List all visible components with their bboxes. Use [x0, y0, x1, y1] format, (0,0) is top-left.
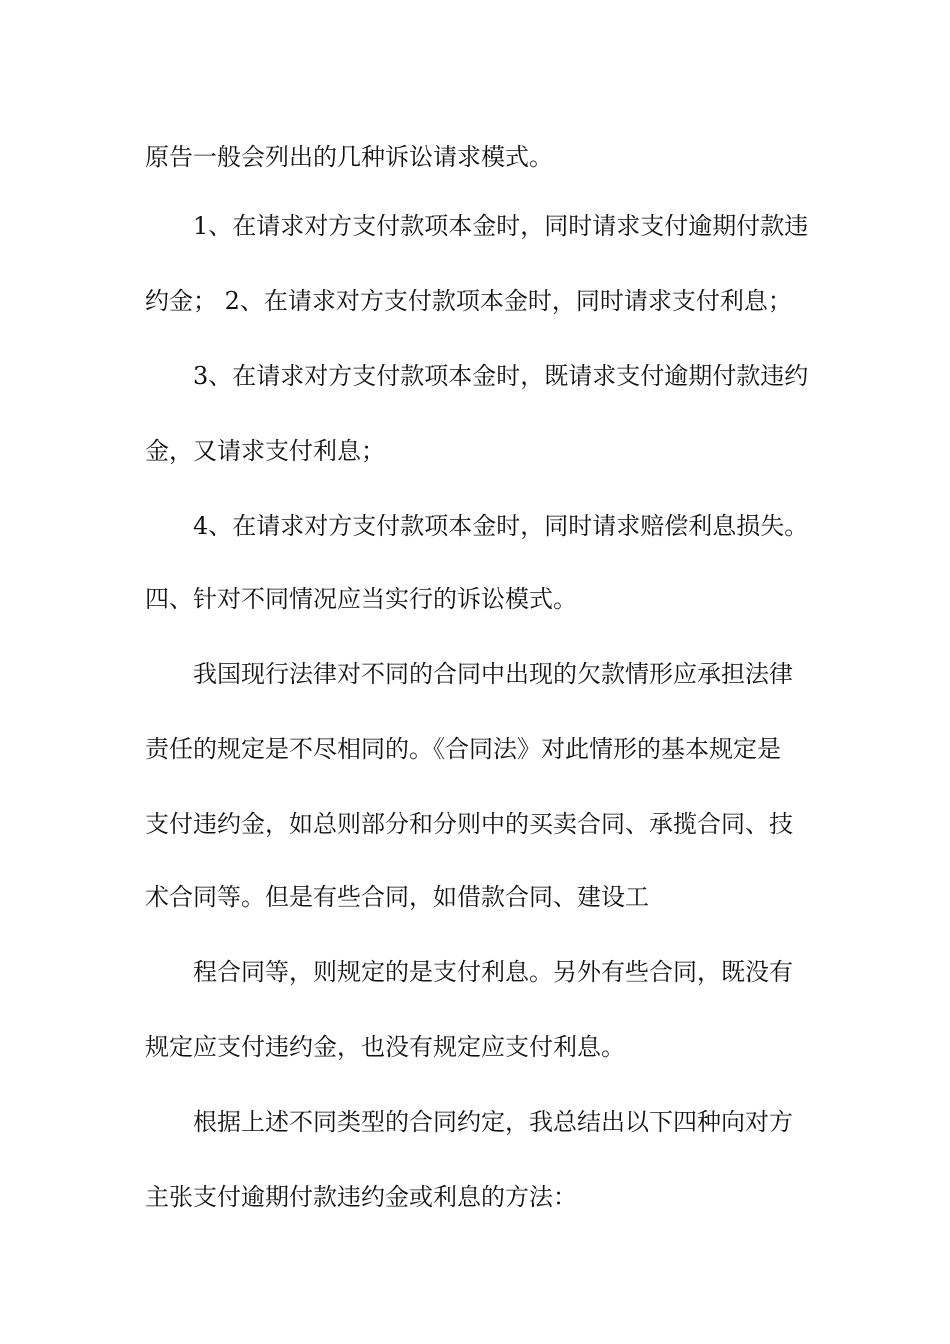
- text-line-4: 3、在请求对方支付款项本金时，既请求支付逾期付款违约: [193, 362, 809, 390]
- text-line-13: 规定应支付违约金，也没有规定应支付利息。: [145, 1033, 625, 1061]
- text-line-1: 原告一般会列出的几种诉讼请求模式。: [145, 143, 553, 171]
- text-line-2: 1、在请求对方支付款项本金时，同时请求支付逾期付款违: [193, 212, 809, 240]
- text-line-3: 约金； 2、在请求对方支付款项本金时，同时请求支付利息；: [145, 287, 792, 315]
- text-line-12: 程合同等，则规定的是支付利息。另外有些合同，既没有: [193, 958, 793, 986]
- text-line-11: 术合同等。但是有些合同，如借款合同、建设工: [145, 883, 649, 911]
- text-line-15: 主张支付逾期付款违约金或利息的方法：: [145, 1183, 577, 1211]
- text-line-14: 根据上述不同类型的合同约定，我总结出以下四种向对方: [193, 1108, 793, 1136]
- text-line-6: 4、在请求对方支付款项本金时，同时请求赔偿利息损失。: [193, 512, 809, 540]
- section-heading: 四、针对不同情况应当实行的诉讼模式。: [145, 585, 577, 613]
- text-line-9: 责任的规定是不尽相同的。《合同法》对此情形的基本规定是: [145, 735, 781, 763]
- text-line-5: 金，又请求支付利息；: [145, 437, 385, 465]
- text-line-10: 支付违约金，如总则部分和分则中的买卖合同、承揽合同、技: [145, 810, 793, 838]
- text-line-8: 我国现行法律对不同的合同中出现的欠款情形应承担法律: [193, 660, 793, 688]
